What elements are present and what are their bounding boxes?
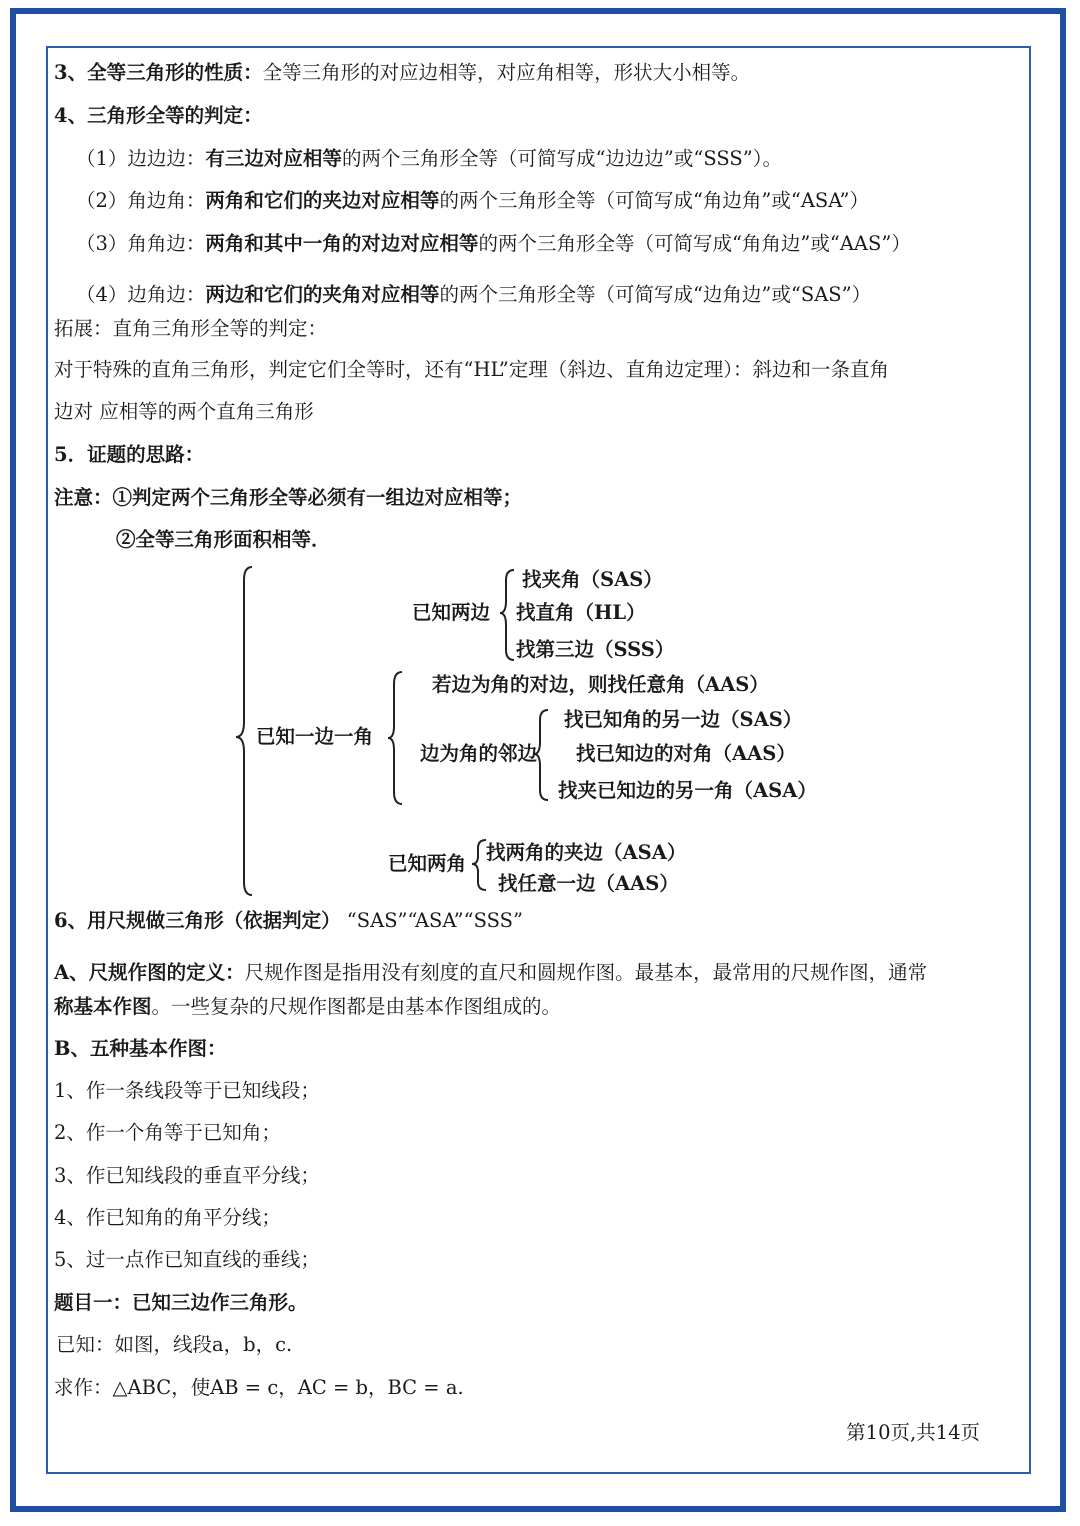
basic-construction-2: 2、作一个角等于已知角； [54,1121,281,1144]
tree-two-sides-item-2: 找直角（HL） [516,601,646,624]
tree-adjacent-side: 边为角的邻边 [420,742,538,765]
rule-sss-rest: 的两个三角形全等（可简写成“边边边”或“SSS”）。 [341,147,782,170]
rule-asa-num: （2）角边角： [76,189,206,212]
section-3-heading: 3、全等三角形的性质： [54,61,263,84]
basic-construction-1: 1、作一条线段等于已知线段； [54,1079,320,1102]
definition-line-1 [54,960,927,986]
tree-adjacent-item-3: 找夹已知边的另一角（ASA） [558,779,817,802]
two-sides-brace [500,570,514,660]
page-number: 第10页,共14页 [846,1421,980,1444]
section-6-tail: “SAS”“ASA”“SSS” [346,909,523,932]
rule-aas-num: （3）角角边： [76,232,206,255]
tree-two-sides: 已知两边 [412,601,491,624]
extension-line-1: 对于特殊的直角三角形，判定它们全等时，还有“HL”定理（斜边、直角边定理）：斜边和一条直角 [54,358,889,381]
problem-construct: 求作：△ABC，使AB = c，AC = b，BC = a. [54,1376,464,1399]
extension-title: 拓展：直角三角形全等的判定： [54,317,328,340]
basic-construction-4: 4、作已知角的角平分线； [54,1206,281,1229]
section-4-heading: 4、三角形全等的判定： [54,104,263,127]
tree-adjacent-item-1: 找已知角的另一边（SAS） [564,708,803,731]
section-6-heading: 6、用尺规做三角形（依据判定） [54,909,341,932]
rule-aas-rest: 的两个三角形全等（可简写成“角角边”或“AAS”） [478,232,911,255]
extension-line-2: 边对 应相等的两个直角三角形 [54,400,314,423]
section-3-text: 全等三角形的对应边相等，对应角相等，形状大小相等。 [262,61,751,84]
rule-asa-bold: 两角和它们的夹边对应相等 [205,189,440,212]
rule-sas-bold: 两边和它们的夹角对应相等 [205,283,440,306]
tree-two-angles: 已知两角 [388,852,467,875]
definition-text-1: 尺规作图是指用没有刻度的直尺和圆规作图。最基本，最常用的尺规作图，通常 [244,961,928,984]
tree-two-sides-item-1: 找夹角（SAS） [522,568,663,591]
rule-aas-bold: 两角和其中一角的对边对应相等 [205,232,479,255]
problem-given: 已知：如图，线段a，b，c. [56,1333,293,1356]
rule-sas-num: （4）边角边： [76,283,206,306]
tree-two-angles-item-2: 找任意一边（AAS） [498,872,679,895]
tree-adjacent-item-2: 找已知边的对角（AAS） [576,742,796,765]
rule-sss-num: （1）边边边： [76,147,206,170]
section-6 [54,908,523,934]
basic-construction-5: 5、过一点作已知直线的垂线； [54,1248,320,1271]
tree-opposite-side: 若边为角的对边，则找任意角（AAS） [432,673,769,696]
rule-asa-rest: 的两个三角形全等（可简写成“角边角”或“ASA”） [439,189,869,212]
note-2: ②全等三角形面积相等． [116,528,331,551]
one-side-one-angle-brace [388,672,402,804]
section-5-heading: 5．证题的思路： [54,443,205,466]
definition-bold: 称基本作图 [54,995,152,1018]
basic-construction-3: 3、作已知线段的垂直平分线； [54,1164,320,1187]
rule-sss-bold: 有三边对应相等 [205,147,342,170]
tree-two-angles-item-1: 找两角的夹边（ASA） [486,841,687,864]
tree-two-sides-item-3: 找第三边（SSS） [516,638,675,661]
section-b-heading: B、五种基本作图： [54,1037,227,1060]
problem-title: 题目一：已知三边作三角形。 [54,1291,308,1314]
definition-line-2 [54,994,561,1020]
main-brace [236,567,252,895]
definition-label: A、尺规作图的定义： [54,961,245,984]
tree-one-side-one-angle: 已知一边一角 [256,725,374,748]
two-angles-brace [472,840,486,890]
definition-text-2: 。一些复杂的尺规作图都是由基本作图组成的。 [151,995,562,1018]
note-1: 注意：①判定两个三角形全等必须有一组边对应相等； [54,486,523,509]
rule-sas-rest: 的两个三角形全等（可简写成“边角边”或“SAS”） [439,283,872,306]
